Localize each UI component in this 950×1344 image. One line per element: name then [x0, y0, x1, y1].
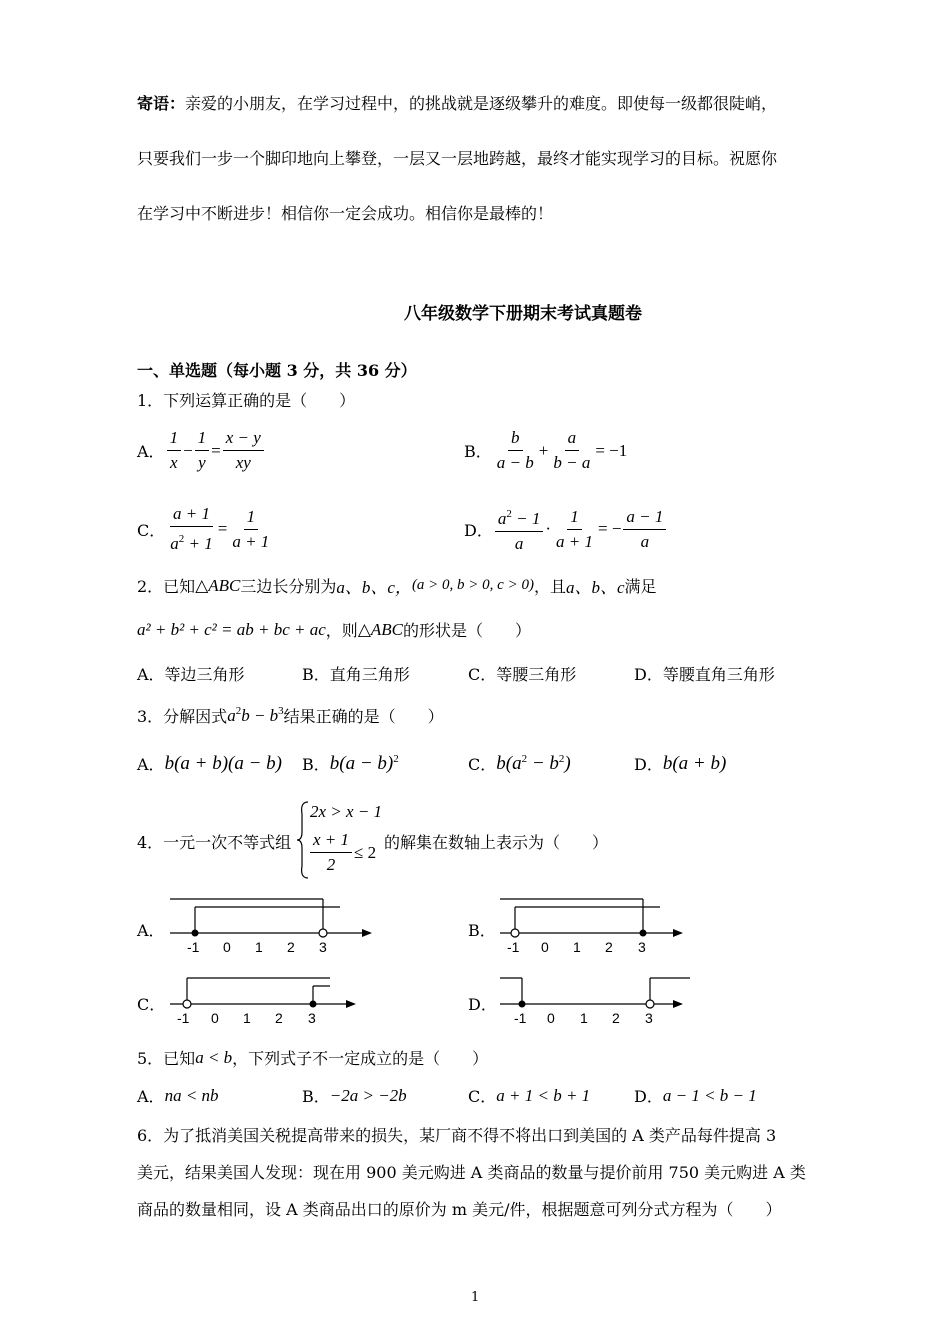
tick-c-2: 0 [211, 1010, 219, 1026]
q3-stem: 3．分解因式 $a^2b - b^3$ 结果正确的是（ ） [137, 705, 444, 726]
message-line-1 [137, 91, 777, 114]
q2-stem-line-1 [137, 573, 657, 598]
q2-triangle: △ABC [195, 575, 241, 595]
tick-b-5: 3 [638, 939, 646, 955]
q2-text-h: 的形状是（ ） [403, 621, 532, 640]
q2-text-b: 三边长分别为 [240, 577, 337, 596]
tick-a-3: 1 [255, 939, 263, 955]
q4-numberline-b [495, 895, 690, 960]
tick-d-5: 3 [645, 1010, 653, 1026]
q1-option-c: C． $\frac{a + 1}{a^2 + 1}$ = $\frac{1}{a + 1}$ [137, 504, 270, 553]
q2-equation: a² + b² + c² = ab + bc + ac [137, 619, 326, 639]
q1-label-d: D． [464, 520, 493, 540]
q2-option-b: B．直角三角形 [302, 665, 410, 684]
tick-a-5: 3 [319, 939, 327, 955]
q2-text-d: ，且 [533, 577, 566, 596]
q1-label-a: A． [137, 442, 165, 461]
q2-condition: (a > 0, b > 0, c > 0) [411, 577, 534, 593]
q2-option-d: D．等腰直角三角形 [634, 665, 775, 684]
q5-stem [137, 1046, 488, 1069]
message-line-3: 在学习中不断进步！相信你一定会成功。相信你是最棒的！ [137, 204, 554, 223]
tick-d-3: 1 [580, 1010, 588, 1026]
tick-a-2: 0 [223, 939, 231, 955]
q1-option-a: A． $\frac{1}{x}$ − $\frac{1}{y}$ = $\frac{x - y}{xy}$ [137, 428, 266, 473]
q4-label-d: D． [468, 995, 497, 1014]
q6-line-2: 美元，结果美国人发现：现在用 900 美元购进 A 类商品的数量与提价前用 750 美元购进 A 类 [137, 1163, 806, 1182]
tick-b-4: 2 [605, 939, 613, 955]
page-number: 1 [471, 1290, 480, 1305]
q2-option-a: A．等边三角形 [137, 665, 245, 684]
q3-option-a: A． b(a + b)(a − b) [137, 752, 283, 774]
q5-label-c: C． [468, 1087, 497, 1106]
q3-label-d: D． [634, 755, 663, 774]
q5-option-d [634, 1084, 757, 1107]
tick-a-1: -1 [187, 939, 200, 955]
q4-stem-a: 4．一元一次不等式组 [137, 833, 292, 852]
message-line-2: 只要我们一步一个脚印地向上攀登，一层又一层地跨越，最终才能实现学习的目标。祝愿你 [137, 149, 778, 168]
message-text-1: 亲爱的小朋友，在学习过程中，的挑战就是逐级攀升的难度。即使每一级都很陡峭， [185, 94, 778, 113]
q3-option-b: B． $b(a - b)^2$ [302, 752, 399, 774]
tick-b-3: 1 [573, 939, 581, 955]
q3-option-c: C． $b(a^2 - b^2)$ [468, 752, 571, 774]
q5-option-a [137, 1084, 219, 1107]
q1-stem: 1．下列运算正确的是（ ） [137, 391, 356, 410]
q2-text-f: 满足 [624, 577, 657, 596]
q2-stem-line-2 [137, 618, 531, 641]
message-label: 寄语： [137, 94, 186, 113]
q1-label-b: B． [464, 442, 492, 461]
q5-text-b: ，下列式子不一定成立的是（ ） [232, 1049, 489, 1068]
tick-d-2: 0 [547, 1010, 555, 1026]
q3-text-b: 结果正确的是（ ） [283, 707, 444, 726]
q5-expr-c: a + 1 < b + 1 [496, 1085, 591, 1105]
q5-expr-b: −2a > −2b [329, 1085, 407, 1105]
q5-text-a: 5．已知 [137, 1049, 196, 1068]
q5-expr-a: na < nb [164, 1085, 219, 1105]
tick-c-4: 2 [275, 1010, 283, 1026]
q4-label-c: C． [137, 995, 166, 1014]
q3-label-c: C． [468, 755, 497, 774]
q5-option-c [468, 1084, 590, 1107]
q2-text-c: a、b、c， [336, 578, 412, 597]
q4-numberline-c [165, 970, 365, 1030]
q6-line-1: 6．为了抵消美国关税提高带来的损失，某厂商不得不将出口到美国的 A 类产品每件提高 3 [137, 1126, 777, 1145]
q3-label-b: B． [302, 755, 330, 774]
tick-b-1: -1 [507, 939, 520, 955]
tick-c-1: -1 [177, 1010, 190, 1026]
tick-d-4: 2 [612, 1010, 620, 1026]
q2-option-c: C．等腰三角形 [468, 665, 577, 684]
q3-text-a: 3．分解因式 [137, 707, 228, 726]
tick-a-4: 2 [287, 939, 295, 955]
q2-text-a: 2．已知 [137, 577, 196, 596]
section-title: 一、单选题（每小题 3 分，共 36 分） [137, 361, 417, 380]
q5-expr-d: a − 1 < b − 1 [662, 1085, 757, 1105]
q2-text-e: a、b、c [565, 578, 625, 597]
q3-option-d: D． b(a + b) [634, 752, 727, 774]
q3-label-a: A． [137, 755, 165, 774]
q4-numberline-d [495, 970, 695, 1030]
q4-label-a: A． [137, 921, 165, 940]
q5-label-a: A． [137, 1087, 165, 1106]
q1-label-c: C． [137, 520, 166, 540]
tick-d-1: -1 [514, 1010, 527, 1026]
q2-text-g: ，则 [325, 621, 358, 640]
q4-label-b: B． [468, 921, 496, 940]
exam-title: 八年级数学下册期末考试真题卷 [404, 304, 642, 324]
q5-condition: a < b [195, 1047, 233, 1067]
q5-option-b [302, 1084, 407, 1107]
q1-option-b: B． $\frac{b}{a - b}$ + $\frac{a}{b - a}$ = −1 [464, 428, 628, 472]
q5-label-b: B． [302, 1087, 330, 1106]
q4-numberline-a [165, 895, 380, 960]
tick-b-2: 0 [541, 939, 549, 955]
q5-label-d: D． [634, 1087, 663, 1106]
q6-line-3: 商品的数量相同，设 A 类商品出口的原价为 m 美元/件，根据题意可列分式方程为（ ） [137, 1200, 782, 1219]
q2-triangle-2: △ABC [357, 619, 403, 639]
tick-c-3: 1 [243, 1010, 251, 1026]
q4-stem-b: 的解集在数轴上表示为（ ） [384, 833, 609, 852]
q1-option-d: D． $\frac{a^2 - 1}{a}$ · $\frac{1}{a + 1}$ = − $\frac{a - 1}{a}$ [464, 504, 668, 554]
tick-c-5: 3 [308, 1010, 316, 1026]
